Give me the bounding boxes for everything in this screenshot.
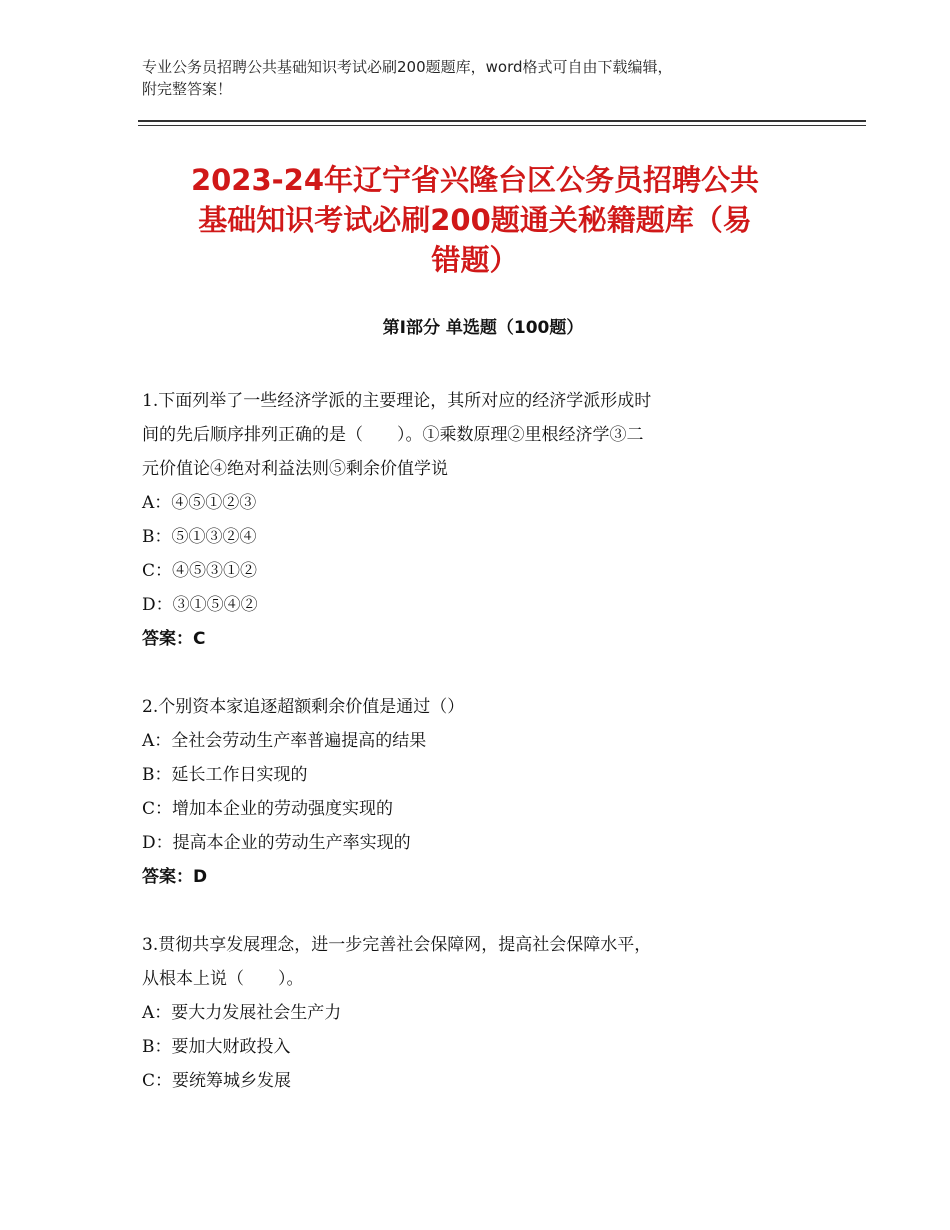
question-3-option-c: C：要统筹城乡发展 [142,1071,292,1091]
question-2-option-c: C：增加本企业的劳动强度实现的 [142,799,394,819]
question-stem-line: 3.贯彻共享发展理念，进一步完善社会保障网，提高社会保障水平， [142,935,652,955]
question-1-option-a: A：④⑤①②③ [142,493,257,513]
section-title: 第Ⅰ部分 单选题（100题） [382,318,584,338]
question-2 [142,690,822,894]
question-stem-line: 2.个别资本家追逐超额剩余价值是通过（） [142,697,465,717]
header-note-line-1: 专业公务员招聘公共基础知识考试必刷200题题库，word格式可自由下载编辑， [142,58,673,76]
question-3-option-a: A：要大力发展社会生产力 [142,1003,342,1023]
question-2-answer: 答案：D [142,867,208,887]
question-1-option-d: D：③①⑤④② [142,595,258,615]
question-2-option-a: A：全社会劳动生产率普遍提高的结果 [142,731,427,751]
question-2-stem [142,690,822,724]
question-3-option-b: B：要加大财政投入 [142,1037,291,1057]
question-1-answer: 答案：C [142,629,206,649]
document-title [130,160,820,280]
title-line-2: 基础知识考试必刷200题通关秘籍题库（易 [198,203,752,237]
question-1-stem [142,384,822,486]
question-2-option-b: B：延长工作日实现的 [142,765,308,785]
header-divider-thin [138,125,866,126]
question-1-option-c: C：④⑤③①② [142,561,258,581]
question-2-option-d: D：提高本企业的劳动生产率实现的 [142,833,411,853]
question-3-stem [142,928,822,996]
header-note [142,56,822,100]
question-1 [142,384,822,656]
question-1-option-b: B：⑤①③②④ [142,527,257,547]
question-stem-line: 间的先后顺序排列正确的是（ ）。①乘数原理②里根经济学③二 [142,425,644,445]
title-line-3: 错题） [431,243,519,277]
question-stem-line: 元价值论④绝对利益法则⑤剩余价值学说 [142,459,448,479]
question-stem-line: 从根本上说（ ）。 [142,969,304,989]
header-note-line-2: 附完整答案！ [142,80,233,98]
question-list [142,384,822,1132]
title-line-1: 2023-24年辽宁省兴隆台区公务员招聘公共 [190,163,760,197]
question-stem-line: 1.下面列举了一些经济学派的主要理论，其所对应的经济学派形成时 [142,391,652,411]
question-3 [142,928,822,1098]
header-divider-thick [138,120,866,122]
